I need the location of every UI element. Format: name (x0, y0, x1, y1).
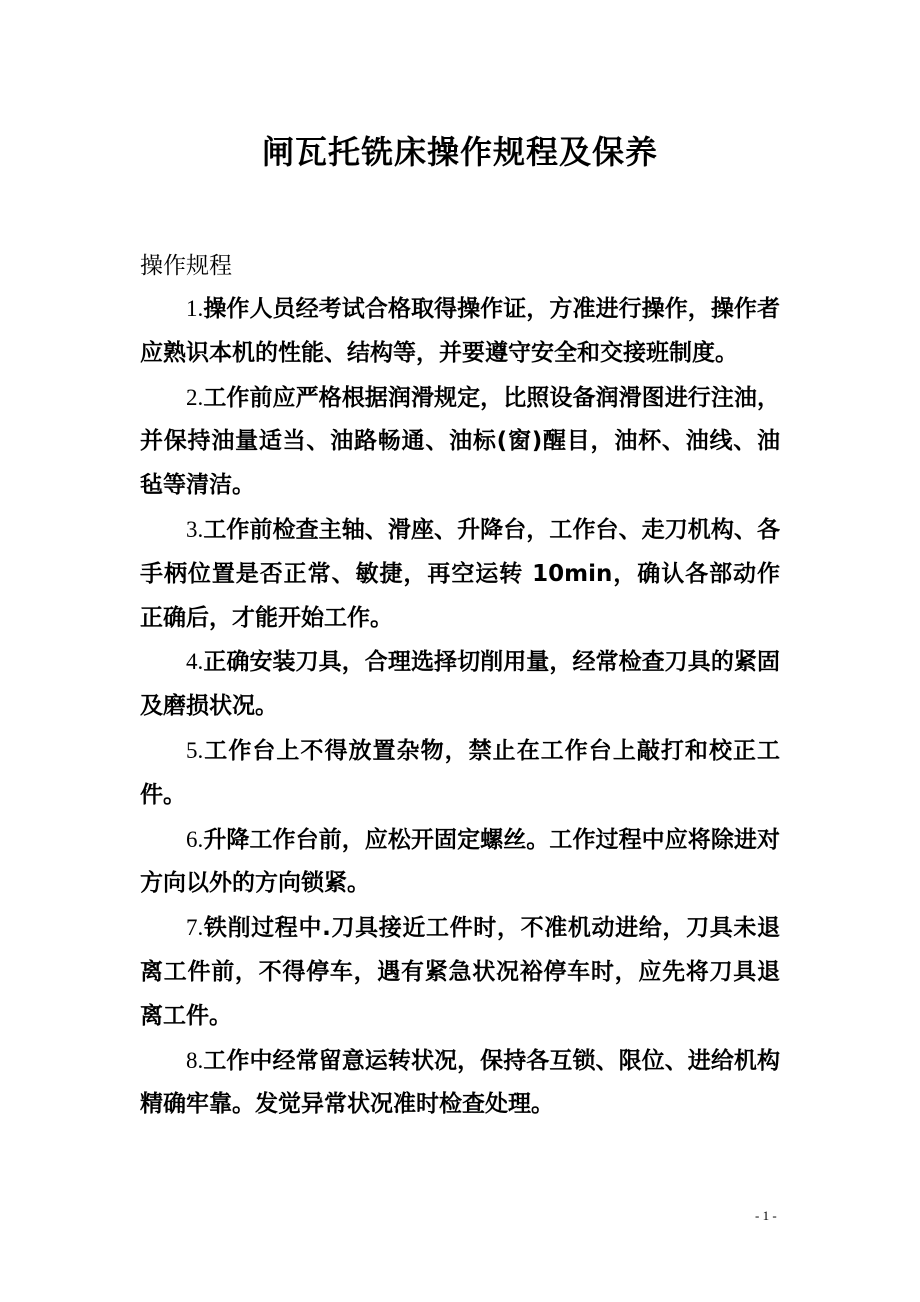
paragraph-text: 铁削过程中.刀具接近工件时，不准机动进给，刀具未退离工件前，不得停车，遇有紧急状况裕停车时，应先将刀具退离工件。 (140, 915, 780, 1029)
paragraph-number: 7. (186, 915, 204, 941)
paragraph-number: 2. (186, 384, 204, 410)
paragraph-number: 8. (186, 1047, 204, 1073)
paragraph-number: 4. (186, 649, 204, 675)
paragraph-text: 工作前检查主轴、滑座、升降台，工作台、走刀机构、各手柄位置是否正常、敏捷，再空运转 10min，确认各部动作正确后，才能开始工作。 (140, 516, 780, 631)
paragraph-8 (140, 1039, 780, 1128)
paragraph-1 (140, 287, 780, 376)
page-number: - 1 - (755, 1208, 777, 1223)
paragraph-3 (140, 508, 780, 640)
section-heading: 操作规程 (140, 253, 232, 279)
paragraph-2 (140, 376, 780, 508)
paragraph-4 (140, 640, 780, 729)
document-title: 闸瓦托铣床操作规程及保养 (261, 133, 658, 171)
paragraph-number: 5. (186, 737, 204, 763)
paragraph-5 (140, 729, 780, 818)
paragraph-number: 6. (186, 826, 204, 852)
paragraph-text: 操作人员经考试合格取得操作证，方准进行操作，操作者应熟识本机的性能、结构等，并要遵守安全和交接班制度。 (140, 296, 780, 366)
paragraph-7 (140, 906, 780, 1038)
paragraph-text: 正确安装刀具，合理选择切削用量，经常检查刀具的紧固及磨损状况。 (140, 649, 780, 720)
paragraph-6 (140, 818, 780, 907)
paragraph-number: 3. (186, 516, 204, 542)
paragraph-number: 1. (186, 296, 204, 321)
paragraph-text: 升降工作台前，应松开固定螺丝。工作过程中应将除进对方向以外的方向锁紧。 (140, 826, 780, 897)
paragraph-text: 工作前应严格根据润滑规定，比照设备润滑图进行注油，并保持油量适当、油路畅通、油标(窗)醒目，油杯、油线、油毡等清洁。 (140, 384, 780, 499)
paragraph-text: 工作中经常留意运转状况，保持各互锁、限位、进给机构精确牢靠。发觉异常状况准时检查处理。 (140, 1047, 780, 1118)
paragraph-text: 工作台上不得放置杂物，禁止在工作台上敲打和校正工件。 (140, 737, 780, 808)
document-body (140, 287, 780, 1127)
